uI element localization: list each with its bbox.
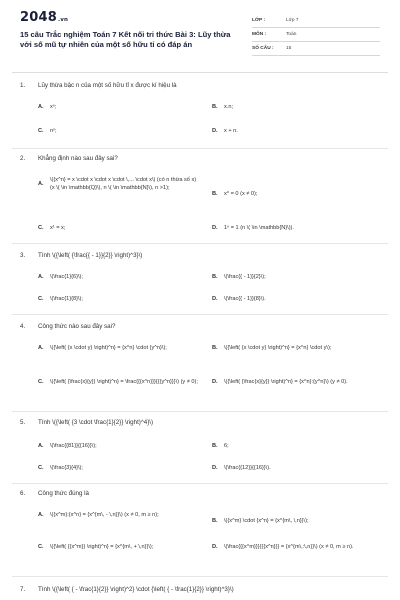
- question-divider: [12, 483, 388, 484]
- question-divider: [12, 411, 388, 412]
- info-row-subject: [252, 28, 380, 42]
- option-a[interactable]: [38, 104, 200, 112]
- option-text: \({\left( {{x^m}} \right)^n} = {x^{m\, + \,n}}\);: [50, 544, 154, 550]
- option-b[interactable]: [212, 104, 374, 112]
- question-divider: [12, 576, 388, 577]
- option-text: \({\left( {\frac{x}{y}} \right)^n} = \frac{{{x^n}}}{{{y^n}}}\) (y ≠ 0);: [50, 379, 198, 385]
- option-text: x + n.: [224, 128, 238, 134]
- option-a[interactable]: [38, 443, 200, 451]
- question-number: 4.: [20, 323, 26, 330]
- question-number: 3.: [20, 252, 26, 259]
- question-text: Khẳng định nào sau đây sai?: [38, 155, 118, 162]
- option-a[interactable]: [38, 177, 200, 192]
- option-letter: C.: [38, 544, 44, 550]
- info-label: LỚP :: [252, 18, 266, 23]
- question-divider: [12, 243, 388, 244]
- option-letter: D.: [212, 465, 218, 471]
- option-text: \(\frac{{ - 1}}{8}\).: [224, 296, 266, 302]
- header-divider: [12, 72, 388, 73]
- option-letter: C.: [38, 465, 44, 471]
- option-text: \({x^m} \cdot {x^n} = {x^{m\, \,n}}\);: [224, 518, 309, 524]
- option-b[interactable]: [212, 274, 374, 282]
- option-text: \(\frac{{12}}{{16}}\).: [224, 465, 271, 471]
- question-head: [20, 155, 390, 163]
- question-text: Tính \({\left( {3 \cdot \frac{1}{2}} \right)^4}\): [38, 419, 154, 426]
- info-row-class: [252, 14, 380, 28]
- option-letter: D.: [212, 296, 218, 302]
- info-value: 15: [286, 46, 292, 51]
- logo-tld: .vn: [57, 17, 69, 23]
- option-text: x.n;: [224, 104, 234, 110]
- option-letter: D.: [212, 544, 218, 550]
- question-number: 2.: [20, 155, 26, 162]
- info-label: MÔN :: [252, 32, 267, 37]
- option-letter: B.: [212, 104, 218, 110]
- option-text: \(\frac{{ - 1}}{2}\);: [224, 274, 266, 280]
- option-text: xⁿ;: [50, 104, 57, 110]
- question-text: Tính \({\left( { - \frac{1}{2}} \right)^2} \cdot {\left( { - \frac{1}{2}} \right)^3}\): [38, 586, 234, 593]
- question-head: [20, 490, 390, 498]
- option-c[interactable]: [38, 225, 200, 233]
- page-title: 15 câu Trắc nghiệm Toán 7 Kết nối tri thức Bài 3: Lũy thừa với số mũ tự nhiên của một số hữu tỉ có đáp án: [20, 30, 231, 49]
- info-value: Toán: [286, 32, 297, 37]
- question-head: [20, 419, 390, 427]
- option-text: \(\frac{{{x^m}}}{{{x^n}}} = {x^{m\,:\,n}}\) (x ≠ 0, m ≥ n).: [224, 544, 354, 550]
- logo-text: 2048: [20, 10, 57, 25]
- option-letter: D.: [212, 225, 218, 231]
- option-letter: B.: [212, 518, 218, 524]
- option-text: x¹ = x;: [50, 225, 66, 231]
- option-text: \(\frac{{81}}{{16}}\);: [50, 443, 97, 449]
- question-number: 7.: [20, 586, 26, 593]
- question-number: 5.: [20, 419, 26, 426]
- option-text: \(\frac{3}{4}\);: [50, 465, 83, 471]
- question-divider: [12, 148, 388, 149]
- option-letter: B.: [212, 274, 218, 280]
- option-d[interactable]: [212, 128, 374, 136]
- option-c[interactable]: [38, 465, 200, 473]
- option-letter: A.: [38, 345, 44, 351]
- question-text: Công thức đúng là: [38, 490, 89, 497]
- option-text: x⁰ = 0 (x ≠ 0);: [224, 191, 258, 197]
- info-value: Lớp 7: [286, 18, 299, 23]
- option-letter: A.: [38, 512, 44, 518]
- option-text: \({x^n} = x \cdot x \cdot x \cdot \,... \cdot x\) (có n thừa số x) (x \( \in \mathbb{Q}\), n \( \in \mathbb{N}\), n >1);: [50, 177, 197, 191]
- site-logo[interactable]: [20, 10, 68, 25]
- option-letter: B.: [212, 443, 218, 449]
- option-text: 1ⁿ = 1 (n \( \in \mathbb{N}\)).: [224, 225, 294, 231]
- option-text: \({\left( {\frac{x}{y}} \right)^n} = {x^n}:{y^n}\) (y ≠ 0).: [224, 379, 348, 385]
- option-letter: A.: [38, 443, 44, 449]
- option-a[interactable]: [38, 345, 200, 353]
- question-number: 6.: [20, 490, 26, 497]
- question-text: Công thức nào sau đây sai?: [38, 323, 116, 330]
- info-row-count: [252, 42, 380, 56]
- option-letter: D.: [212, 128, 218, 134]
- option-letter: B.: [212, 345, 218, 351]
- option-b[interactable]: [212, 345, 374, 353]
- question-text: Lũy thừa bậc n của một số hữu tỉ x được kí hiệu là: [38, 82, 177, 89]
- question-head: [20, 586, 390, 594]
- option-text: \(\frac{1}{8}\);: [50, 296, 83, 302]
- quiz-info-box: [252, 14, 380, 56]
- option-d[interactable]: [212, 225, 374, 233]
- question-number: 1.: [20, 82, 26, 89]
- option-text: 6;: [224, 443, 229, 449]
- question-divider: [12, 314, 388, 315]
- info-label: SỐ CÂU :: [252, 46, 274, 51]
- option-letter: C.: [38, 225, 44, 231]
- option-letter: A.: [38, 180, 44, 187]
- option-text: \({\left( {x \cdot y} \right)^n} = {x^n} \cdot {y^n}\);: [50, 345, 167, 351]
- question-head: [20, 252, 390, 260]
- option-b[interactable]: [212, 191, 374, 199]
- option-c[interactable]: [38, 128, 200, 136]
- option-d[interactable]: [212, 296, 374, 304]
- option-text: \({x^m}:{x^n} = {x^{m\, - \,n}}\) (x ≠ 0, m ≥ n);: [50, 512, 159, 518]
- option-letter: B.: [212, 191, 218, 197]
- option-c[interactable]: [38, 296, 200, 304]
- option-letter: A.: [38, 274, 44, 280]
- page-header: [0, 0, 400, 70]
- option-text: \(\frac{1}{6}\);: [50, 274, 83, 280]
- option-letter: C.: [38, 128, 44, 134]
- option-a[interactable]: [38, 274, 200, 282]
- option-c[interactable]: [38, 544, 200, 552]
- option-letter: C.: [38, 379, 44, 385]
- option-c[interactable]: [38, 379, 200, 387]
- option-letter: A.: [38, 104, 44, 110]
- question-head: [20, 323, 390, 331]
- option-letter: D.: [212, 379, 218, 385]
- question-text: Tính \({\left( {\frac{{ - 1}}{2}} \right)^3}\): [38, 252, 143, 259]
- option-text: nˣ;: [50, 128, 57, 134]
- option-b[interactable]: [212, 443, 374, 451]
- option-text: \({\left( {x \cdot y} \right)^n} = {x^n} \cdot y\);: [224, 345, 332, 351]
- option-d[interactable]: [212, 379, 374, 387]
- option-letter: C.: [38, 296, 44, 302]
- option-d[interactable]: [212, 465, 374, 473]
- option-b[interactable]: [212, 518, 374, 526]
- option-a[interactable]: [38, 512, 200, 520]
- option-d[interactable]: [212, 544, 374, 552]
- question-head: [20, 82, 390, 90]
